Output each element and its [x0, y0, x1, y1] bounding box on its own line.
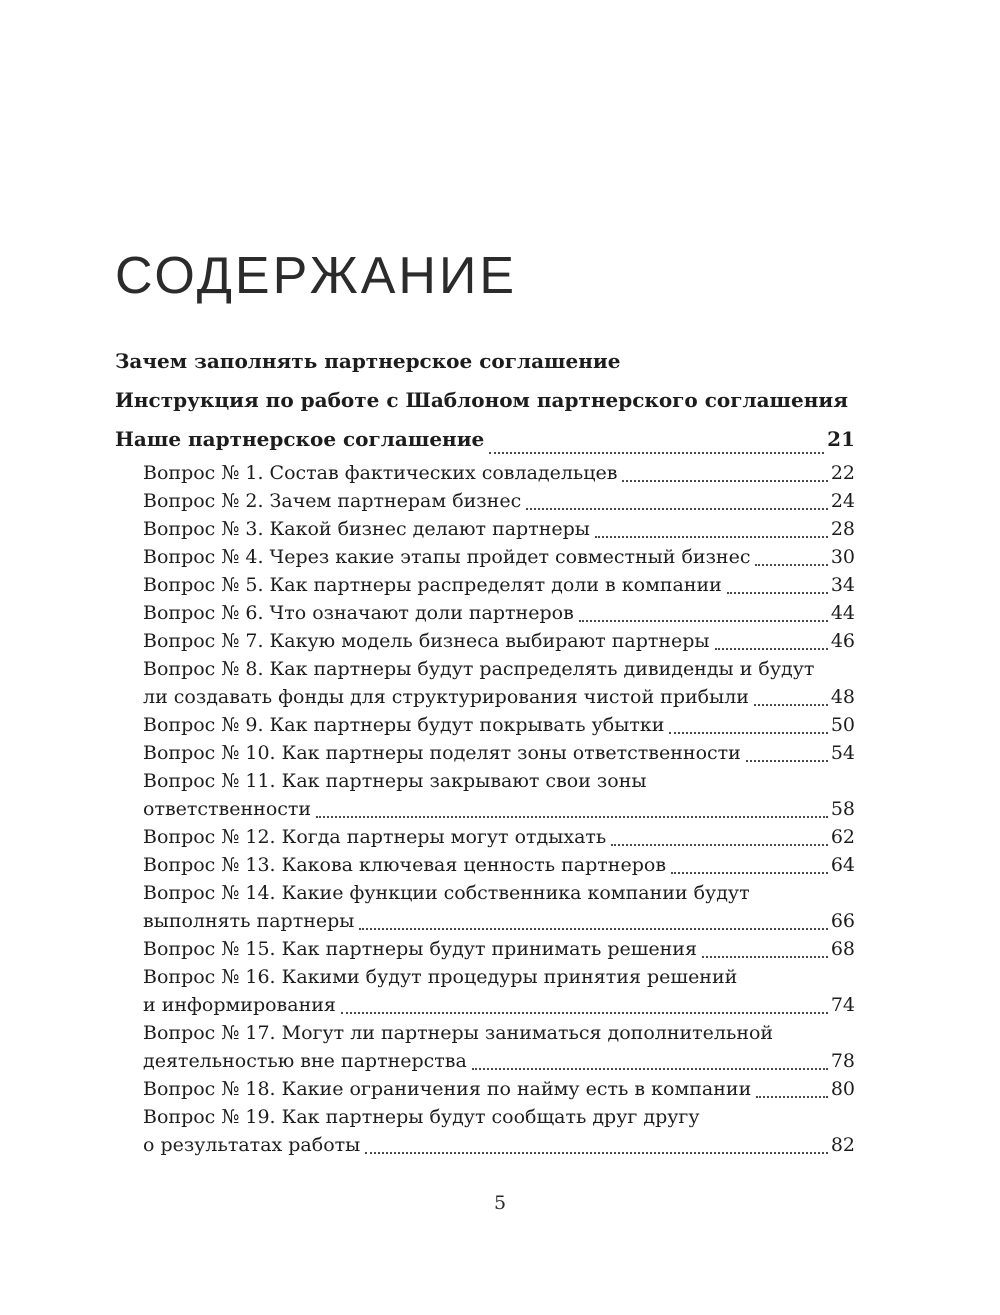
toc-entry-text: Вопрос № 16. Какими будут процедуры принятия решений: [143, 966, 738, 988]
toc-entry-text: Вопрос № 7. Какую модель бизнеса выбирают партнеры: [143, 630, 710, 652]
page-title: СОДЕРЖАНИЕ: [115, 247, 518, 305]
dot-leader: [595, 536, 828, 538]
toc-entry-page: 48: [830, 686, 855, 708]
toc-entry-text: Наше партнерское соглашение: [115, 427, 485, 451]
toc-entry-page: 21: [827, 427, 855, 451]
toc-entry: [115, 381, 855, 420]
toc-entry-text: Вопрос № 3. Какой бизнес делают партнеры: [143, 518, 590, 540]
toc-entry-text: Вопрос № 19. Как партнеры будут сообщать друг другу: [143, 1106, 700, 1128]
toc-entry: [115, 1019, 855, 1047]
dot-leader: [715, 648, 828, 650]
toc-entry-text: Вопрос № 6. Что означают доли партнеров: [143, 602, 574, 624]
toc-entry-text: Вопрос № 5. Как партнеры распределят доли в компании: [143, 574, 722, 596]
toc-entry: [115, 963, 855, 991]
toc-entry: [115, 739, 855, 767]
toc-entry-page: 28: [830, 518, 855, 540]
dot-leader: [756, 1096, 828, 1098]
dot-leader: [611, 844, 828, 846]
toc-entry: [115, 627, 855, 655]
dot-leader: [472, 1068, 828, 1070]
toc-entry: [115, 655, 855, 683]
toc-entry-page: 46: [830, 630, 855, 652]
toc-entry-page: 68: [830, 938, 855, 960]
toc-entry: [115, 543, 855, 571]
toc-entry: [115, 487, 855, 515]
toc-entry-text: Зачем заполнять партнерское соглашение: [115, 349, 621, 373]
dot-leader: [526, 508, 828, 510]
toc-entry-page: 22: [830, 462, 855, 484]
dot-leader: [359, 928, 827, 930]
toc-entry: [115, 1103, 855, 1131]
dot-leader: [671, 872, 828, 874]
toc-entry-page: 66: [830, 910, 855, 932]
toc-entry-text: Вопрос № 10. Как партнеры поделят зоны ответственности: [143, 742, 741, 764]
toc-entry-page: 62: [830, 826, 855, 848]
dot-leader: [669, 732, 827, 734]
toc-entry-text: выполнять партнеры: [143, 910, 355, 932]
toc-entry-page: 44: [830, 602, 855, 624]
dot-leader: [727, 592, 828, 594]
toc-entry: [115, 879, 855, 907]
toc-entry-text: Вопрос № 2. Зачем партнерам бизнес: [143, 490, 522, 512]
toc-entry: [115, 571, 855, 599]
toc-entry-page: 78: [830, 1050, 855, 1072]
toc-entry-page: 74: [830, 994, 855, 1016]
toc-entry: [115, 823, 855, 851]
dot-leader: [702, 956, 828, 958]
dot-leader: [579, 620, 828, 622]
dot-leader: [622, 480, 827, 482]
toc-entry: [115, 711, 855, 739]
dot-leader: [341, 1012, 828, 1014]
toc-page: [115, 247, 855, 1159]
dot-leader: [754, 704, 828, 706]
toc-entry: [115, 420, 855, 459]
toc-entry: [115, 599, 855, 627]
toc-entry-text: Вопрос № 17. Могут ли партнеры заниматься дополнительной: [143, 1022, 774, 1044]
toc-entry-continuation: [115, 991, 855, 1019]
toc-entry-text: Вопрос № 8. Как партнеры будут распределять дивиденды и будут: [143, 658, 815, 680]
toc-entry-text: деятельностью вне партнерства: [143, 1050, 467, 1072]
toc-entry-text: ли создавать фонды для структурирования чистой прибыли: [143, 686, 749, 708]
toc-entry-page: 82: [830, 1134, 855, 1156]
toc-entry-text: Вопрос № 11. Как партнеры закрывают свои зоны: [143, 770, 647, 792]
toc-entry: [115, 459, 855, 487]
toc-entry-continuation: [115, 1131, 855, 1159]
toc-entry-continuation: [115, 683, 855, 711]
toc-entry-text: Инструкция по работе с Шаблоном партнерского соглашения: [115, 388, 849, 412]
toc-entry-page: 58: [830, 798, 855, 820]
toc-entry-continuation: [115, 907, 855, 935]
toc-entry-page: 80: [830, 1078, 855, 1100]
toc-entry-text: Вопрос № 1. Состав фактических совладельцев: [143, 462, 618, 484]
toc-entry: [115, 515, 855, 543]
toc-entry: [115, 1075, 855, 1103]
dot-leader: [489, 452, 824, 454]
toc-entry-text: Вопрос № 18. Какие ограничения по найму есть в компании: [143, 1078, 752, 1100]
toc-entry-continuation: [115, 795, 855, 823]
dot-leader: [365, 1152, 828, 1154]
toc-entry-page: 50: [830, 714, 855, 736]
dot-leader: [755, 564, 827, 566]
toc-entry: [115, 767, 855, 795]
toc-entry-text: Вопрос № 12. Когда партнеры могут отдыхать: [143, 826, 607, 848]
toc-entry-text: о результатах работы: [143, 1134, 361, 1156]
toc-entry-text: Вопрос № 15. Как партнеры будут принимать решения: [143, 938, 697, 960]
toc-entry-text: ответственности: [143, 798, 312, 820]
toc-entry-text: Вопрос № 4. Через какие этапы пройдет совместный бизнес: [143, 546, 751, 568]
toc-entry-page: 24: [830, 490, 855, 512]
toc-entry-page: 34: [830, 574, 855, 596]
toc-entry-page: 30: [830, 546, 855, 568]
toc-entry-continuation: [115, 1047, 855, 1075]
toc-entry: [115, 935, 855, 963]
toc-entry-text: Вопрос № 13. Какова ключевая ценность партнеров: [143, 854, 667, 876]
toc-entry-text: Вопрос № 9. Как партнеры будут покрывать убытки: [143, 714, 665, 736]
toc-entry: [115, 342, 855, 381]
dot-leader: [746, 760, 828, 762]
toc-entry-text: и информирования: [143, 994, 336, 1016]
toc-entry: [115, 851, 855, 879]
footer-page-number: 5: [493, 1192, 507, 1214]
toc-entry-text: Вопрос № 14. Какие функции собственника компании будут: [143, 882, 750, 904]
dot-leader: [316, 816, 828, 818]
toc-entry-page: 54: [830, 742, 855, 764]
toc-entry-page: 64: [830, 854, 855, 876]
